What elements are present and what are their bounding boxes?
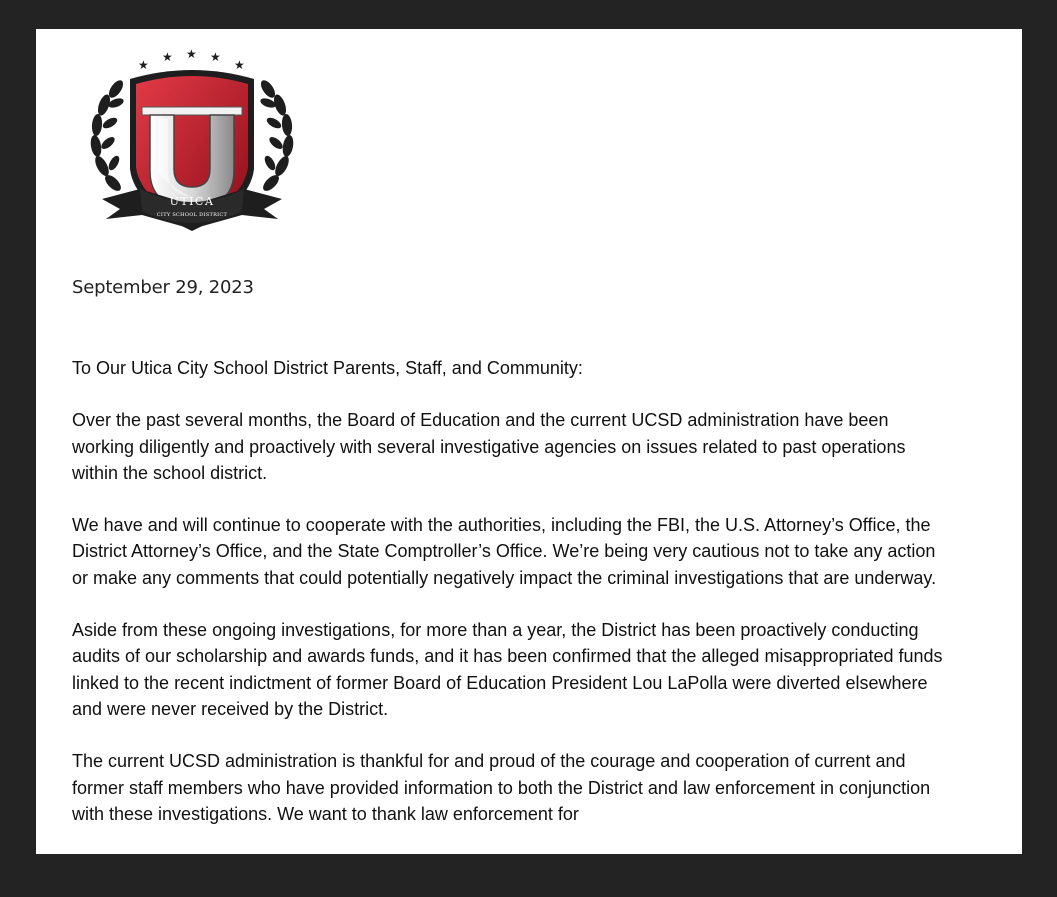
paragraph: We have and will continue to cooperate with the authorities, including the FBI, the U.S. Attorney’s Office, the District Attorney’s Office, and the State Comptroller’s Office. We’re being very cautious not to take any action or make any comments that could potentially negatively impact the criminal investigations that are underway. bbox=[72, 515, 937, 588]
paragraph: Aside from these ongoing investigations, for more than a year, the District has been proactively conducting audits of our scholarship and awards funds, and it has been confirmed that the alleged misappropriated funds linked to the recent indictment of former Board of Education President Lou LaPolla were diverted elsewhere and were never received by the District. bbox=[72, 620, 943, 719]
svg-text:★: ★ bbox=[138, 58, 149, 72]
utica-school-district-logo bbox=[80, 39, 304, 239]
laurel-right-icon bbox=[258, 78, 295, 194]
laurel-left-icon bbox=[89, 78, 126, 194]
letter-date: September 29, 2023 bbox=[72, 277, 254, 298]
paragraph: The current UCSD administration is thankful for and proud of the courage and cooperation of current and former staff members who have provided information to both the District and law enforcement in conjunction with these investigations. We want to thank law enforcement for bbox=[72, 751, 931, 824]
letter-body bbox=[72, 355, 952, 853]
svg-text:★: ★ bbox=[234, 58, 245, 72]
svg-text:UTICA: UTICA bbox=[169, 195, 215, 208]
letter-page bbox=[36, 29, 1022, 854]
svg-text:CITY SCHOOL DISTRICT: CITY SCHOOL DISTRICT bbox=[156, 212, 228, 218]
salutation: To Our Utica City School District Parents, Staff, and Community: bbox=[72, 358, 583, 378]
svg-text:★: ★ bbox=[162, 50, 173, 64]
star-icons bbox=[138, 47, 245, 72]
svg-text:★: ★ bbox=[186, 47, 197, 61]
paragraph: Over the past several months, the Board of Education and the current UCSD administration have been working diligently and proactively with several investigative agencies on issues related to past operations within the school district. bbox=[72, 410, 906, 483]
svg-text:★: ★ bbox=[210, 50, 221, 64]
